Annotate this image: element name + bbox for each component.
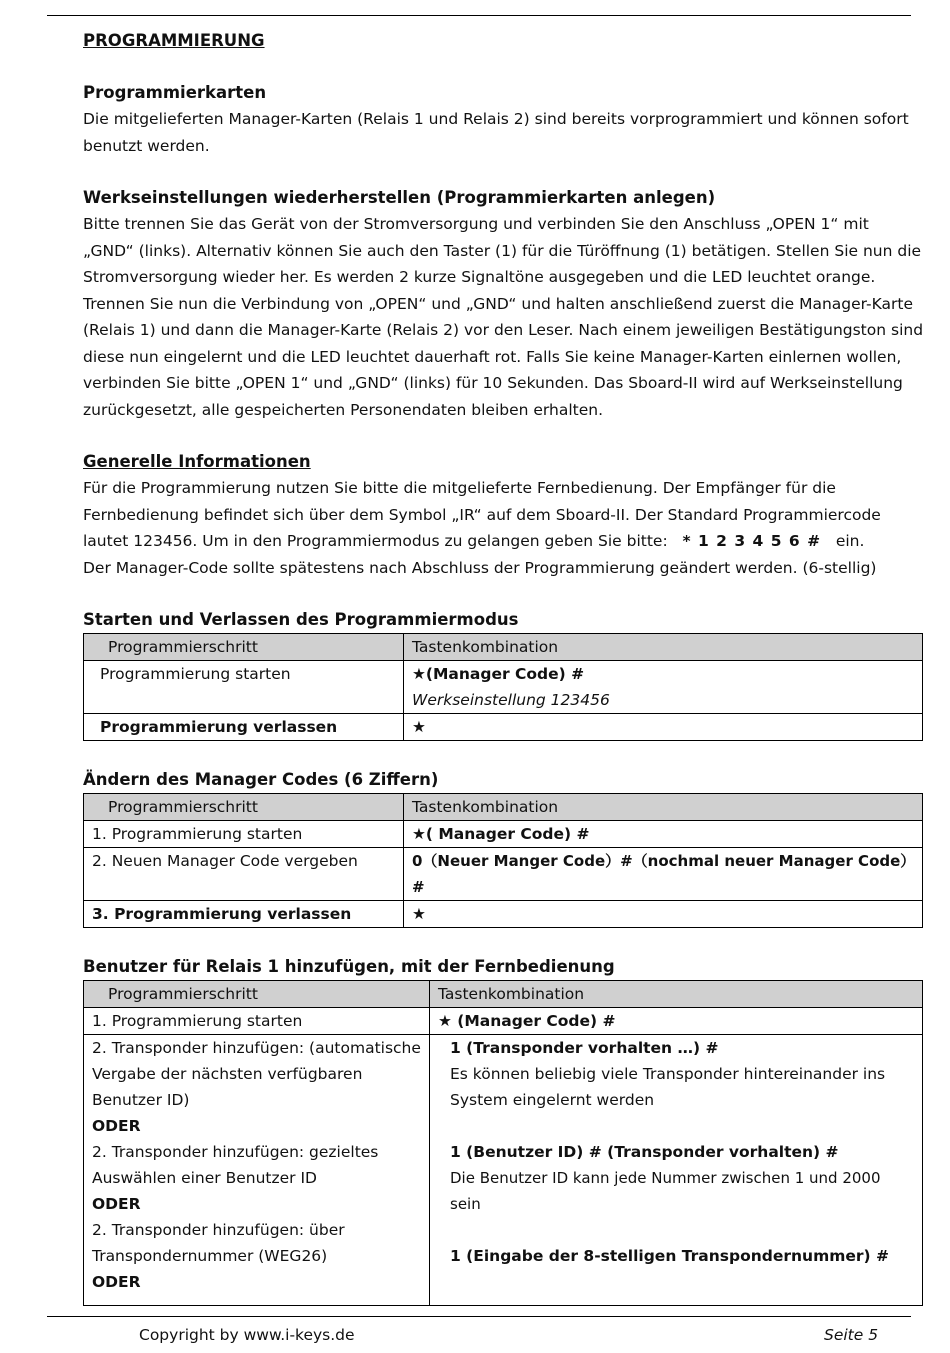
top-rule xyxy=(47,15,911,16)
option-a-line-1: 2. Transponder hinzufügen: (automatische xyxy=(92,1039,421,1057)
option-c-line-1: 2. Transponder hinzufügen: über xyxy=(92,1221,345,1239)
table2-step: 2. Neuen Manager Code vergeben xyxy=(84,848,404,901)
table2-step: 1. Programmierung starten xyxy=(84,821,404,848)
table3-col-key: Tastenkombination xyxy=(430,981,923,1008)
table1-col-key: Tastenkombination xyxy=(404,634,923,661)
option-c-line-2: Transpondernummer (WEG26) xyxy=(92,1247,328,1265)
option-b-line-2: Auswählen einer Benutzer ID xyxy=(92,1169,317,1187)
option-a-line-2: Vergabe der nächsten verfügbaren xyxy=(92,1065,363,1083)
table3-step: 1. Programmierung starten xyxy=(84,1008,430,1035)
table-add-user xyxy=(83,980,923,1306)
table1-note: Werkseinstellung 123456 xyxy=(412,691,610,709)
general-heading: Generelle Informationen xyxy=(83,452,311,471)
programming-code: * 1 2 3 4 5 6 # xyxy=(682,532,822,550)
option-a-key: 1 (Transponder vorhalten …) # xyxy=(450,1039,719,1057)
option-b-note: Die Benutzer ID kann jede Nummer zwischen 1 und 2000 sein xyxy=(450,1169,881,1213)
cards-text: Die mitgelieferten Manager-Karten (Relais 1 und Relais 2) sind bereits vorprogrammiert und können sofort benutzt werden. xyxy=(83,110,909,155)
reset-heading: Werkseinstellungen wiederherstellen (Programmierkarten anlegen) xyxy=(83,188,716,207)
table3-heading: Benutzer für Relais 1 hinzufügen, mit der Fernbedienung xyxy=(83,957,615,976)
table1-key: ★(Manager Code) # xyxy=(412,665,585,683)
table3-col-step: Programmierschritt xyxy=(84,981,430,1008)
general-text xyxy=(83,475,924,555)
reset-text: Bitte trennen Sie das Gerät von der Stromversorgung und verbinden Sie den Anschluss „OPEN 1“ mit „GND“ (links). Alternativ können Sie auch den Taster (1) für die Türöffnung (1) betätigen. Stellen Sie nun die Stromversorgung wieder her. Es werden 2 kurze Signaltöne ausgegeben und die LED leuchtet orange. Trennen Sie nun die Verbindung von „OPEN“ und „GND“ und halten anschließend zuerst die Manager-Karte (Relais 1) und dann die Manager-Karte (Relais 2) vor den Leser. Nach einem jeweiligen Bestätigungston sind diese nun eingelernt und die LED leuchtet dauerhaft rot. Falls Sie keine Manager-Karten einlernen wollen, verbinden Sie bitte „OPEN 1“ und „GND“ (links) für 10 Sekunden. Das Sboard-II wird auf Werkseinstellung zurückgesetzt, alle gespeicherten Personendaten bleiben erhalten. xyxy=(83,215,924,419)
table-start-exit xyxy=(83,633,923,741)
table1-col-step: Programmierschritt xyxy=(84,634,404,661)
table3-keys-cell xyxy=(430,1035,923,1306)
table3-steps-cell xyxy=(84,1035,430,1306)
general-text-1: Für die Programmierung nutzen Sie bitte die mitgelieferte Fernbedienung. Der Empfänger für die Fernbedienung befindet sich über dem Symbol „IR“ auf dem Sboard-II. Der Standard Programmiercode lautet 123456. Um in den Programmiermodus zu gelangen geben Sie bitte: xyxy=(83,479,881,550)
option-a-note-2: System eingelernt werden xyxy=(450,1091,655,1109)
table-row xyxy=(84,901,923,928)
table2-heading: Ändern des Manager Codes (6 Ziffern) xyxy=(83,770,439,789)
table-row xyxy=(84,848,923,901)
option-c-key: 1 (Eingabe der 8-stelligen Transpondernummer) # xyxy=(450,1247,890,1265)
table2-key: ★ xyxy=(404,901,923,928)
cards-heading: Programmierkarten xyxy=(83,83,267,102)
document-body xyxy=(83,28,924,1306)
table1-step: Programmierung verlassen xyxy=(84,714,404,741)
table2-col-key: Tastenkombination xyxy=(404,794,923,821)
table2-key: 0（Neuer Manger Code）#（nochmal neuer Manager Code）# xyxy=(404,848,923,901)
option-b-key: 1 (Benutzer ID) # (Transponder vorhalten) # xyxy=(450,1143,839,1161)
table-manager-code xyxy=(83,793,923,928)
option-a-line-3: Benutzer ID) xyxy=(92,1091,190,1109)
oder-label: ODER xyxy=(92,1195,141,1213)
bottom-rule xyxy=(47,1316,911,1317)
table-row xyxy=(84,1008,923,1035)
general-text-2: ein. xyxy=(835,532,865,550)
table-row xyxy=(84,1035,923,1306)
table3-key: ★ (Manager Code) # xyxy=(430,1008,923,1035)
oder-label: ODER xyxy=(92,1273,141,1291)
footer-copyright: Copyright by www.i-keys.de xyxy=(139,1326,355,1344)
option-b-line-1: 2. Transponder hinzufügen: gezieltes xyxy=(92,1143,379,1161)
table2-step: 3. Programmierung verlassen xyxy=(84,901,404,928)
option-a-note-1: Es können beliebig viele Transponder hintereinander ins xyxy=(450,1065,886,1083)
table2-key: ★( Manager Code) # xyxy=(404,821,923,848)
table1-key-cell xyxy=(404,661,923,714)
table-row xyxy=(84,661,923,714)
table1-step: Programmierung starten xyxy=(84,661,404,714)
general-text-3: Der Manager-Code sollte spätestens nach Abschluss der Programmierung geändert werden. (6-stellig) xyxy=(83,558,877,577)
oder-label: ODER xyxy=(92,1117,141,1135)
table1-key: ★ xyxy=(404,714,923,741)
table2-col-step: Programmierschritt xyxy=(84,794,404,821)
table1-heading: Starten und Verlassen des Programmiermodus xyxy=(83,610,519,629)
table-row xyxy=(84,821,923,848)
page-title: PROGRAMMIERUNG xyxy=(83,31,265,50)
table-row xyxy=(84,714,923,741)
footer-page-number: Seite 5 xyxy=(824,1326,879,1344)
